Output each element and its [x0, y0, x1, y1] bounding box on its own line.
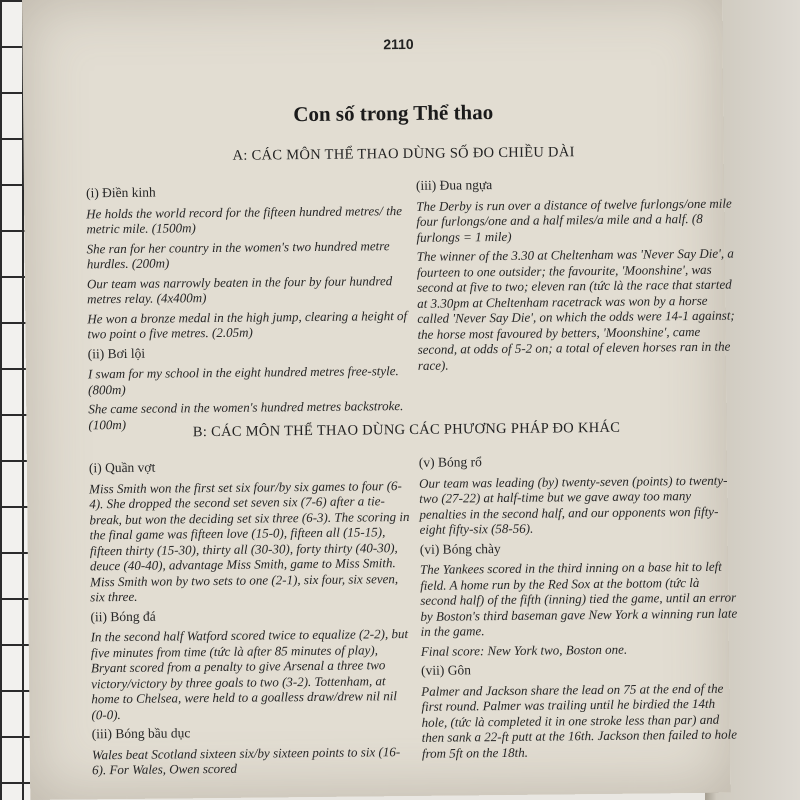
subsection-heading: (i) Điền kinh: [85, 184, 156, 201]
section-b-heading: B: CÁC MÔN THỂ THAO DÙNG CÁC PHƯƠNG PHÁP ĐO KHÁC: [192, 419, 621, 441]
section-a-right-column: [416, 171, 736, 377]
example-paragraph: The Yankees scored in the third inning on a base hit to left field. A home run by the Red Sox at the bottom (tức là second half) of the fifth (inning) tied the game, until an error by Boston's third baseman gave New York a winning run late in the game.: [419, 558, 738, 639]
subsection-heading: (vii) Gôn: [420, 662, 471, 678]
example-paragraph: She ran for her country in the women's two hundred metre hurdles. (200m): [86, 237, 390, 272]
section-a-left-column: [86, 178, 411, 436]
example-paragraph: Our team was narrowly beaten in the four by four hundred metres relay. (4x400m): [86, 272, 393, 307]
page-title: Con số trong Thể thao: [293, 100, 494, 127]
section-a-heading: A: CÁC MÔN THỂ THAO DÙNG SỐ ĐO CHIỀU DÀI: [232, 144, 575, 164]
subsection-heading: (i) Quần vợt: [88, 459, 156, 476]
example-paragraph: The Derby is run over a distance of twelve furlongs/one mile four furlongs/one and a half miles/a mile and a half. (8 furlongs = 1 mile): [416, 195, 732, 245]
example-paragraph: Wales beat Scotland sixteen six/by sixteen points to six (16-6). For Wales, Owen scored: [91, 743, 401, 778]
subsection-heading: (v) Bóng rổ: [418, 454, 482, 470]
section-b-right-column: [419, 448, 740, 765]
book-page: [22, 0, 738, 800]
example-paragraph: In the second half Watford scored twice to equalize (2-2), but five minutes from time (tức là after 85 minutes of play), Bryant scored from a penalty to give Arsenal a three two victory/victory by three goals to two (3-2). Tottenham, at home to Chelsea, were held to a goalless draw/drew nil nil (0-0).: [90, 625, 409, 722]
example-paragraph: He won a bronze medal in the high jump, clearing a height of two point o five metres. (2.05m): [87, 307, 408, 342]
example-paragraph: I swam for my school in the eight hundred metres free-style. (800m): [87, 363, 399, 397]
example-paragraph: Final score: New York two, Boston one.: [420, 641, 628, 659]
example-paragraph: The winner of the 3.30 at Cheltenham was 'Never Say Die', a fourteen to one outsider; the favourite, 'Moonshine', was second at five to two; eleven ran (tức là the race that started at 3.30pm at Cheltenham racetrack was won by a horse called 'Never Say Die', on which the odds were 14-1 against; the horse most favoured by betters, 'Moonshine', came second, at odds of 5-2 on; a total of eleven horses ran in the race).: [416, 245, 735, 373]
example-paragraph: Miss Smith won the first set six four/by six games to four (6-4). She dropped the second set seven six (7-6) after a tie-break, but won the deciding set six three (6-3). The scoring in the final game was fifteen love (15-0), fifteen all (15-15), fifteen thirty (15-30), thirty all (30-30), forty thirty (40-30), deuce (40-40), advantage Miss Smith, game to Miss Smith. Miss Smith won by two sets to one (2-1), six four, six seven, six three.: [89, 477, 410, 605]
example-paragraph: He holds the world record for the fifteen hundred metres/ the metric mile. (1500m): [86, 202, 403, 237]
subsection-heading: (ii) Bơi lội: [87, 345, 146, 361]
subsection-heading: (vi) Bóng chày: [419, 540, 501, 557]
example-paragraph: Palmer and Jackson share the lead on 75 at the end of the first round. Palmer was trailing until he birdied the 14th hole, (tức là completed it in one stroke less than par) and then sank a 22-ft putt at the 16th. Jackson then failed to hole from 5ft on the 18th.: [421, 680, 738, 761]
subsection-heading: (iii) Bóng bầu dục: [91, 725, 191, 742]
subsection-heading: (iii) Đua ngựa: [415, 177, 493, 193]
example-paragraph: Our team was leading (by) twenty-seven (points) to twenty-two (27-22) at half-time but we gave away too many penalties in the second half, and our opponents won fifty-eight fifty-six (58-56).: [418, 472, 728, 537]
subsection-heading: (ii) Bóng đá: [90, 608, 156, 624]
section-b-left-column: [89, 453, 414, 782]
example-paragraph: She came second in the women's hundred metres backstroke. (100m): [88, 398, 404, 432]
page-number: 2110: [383, 35, 414, 53]
